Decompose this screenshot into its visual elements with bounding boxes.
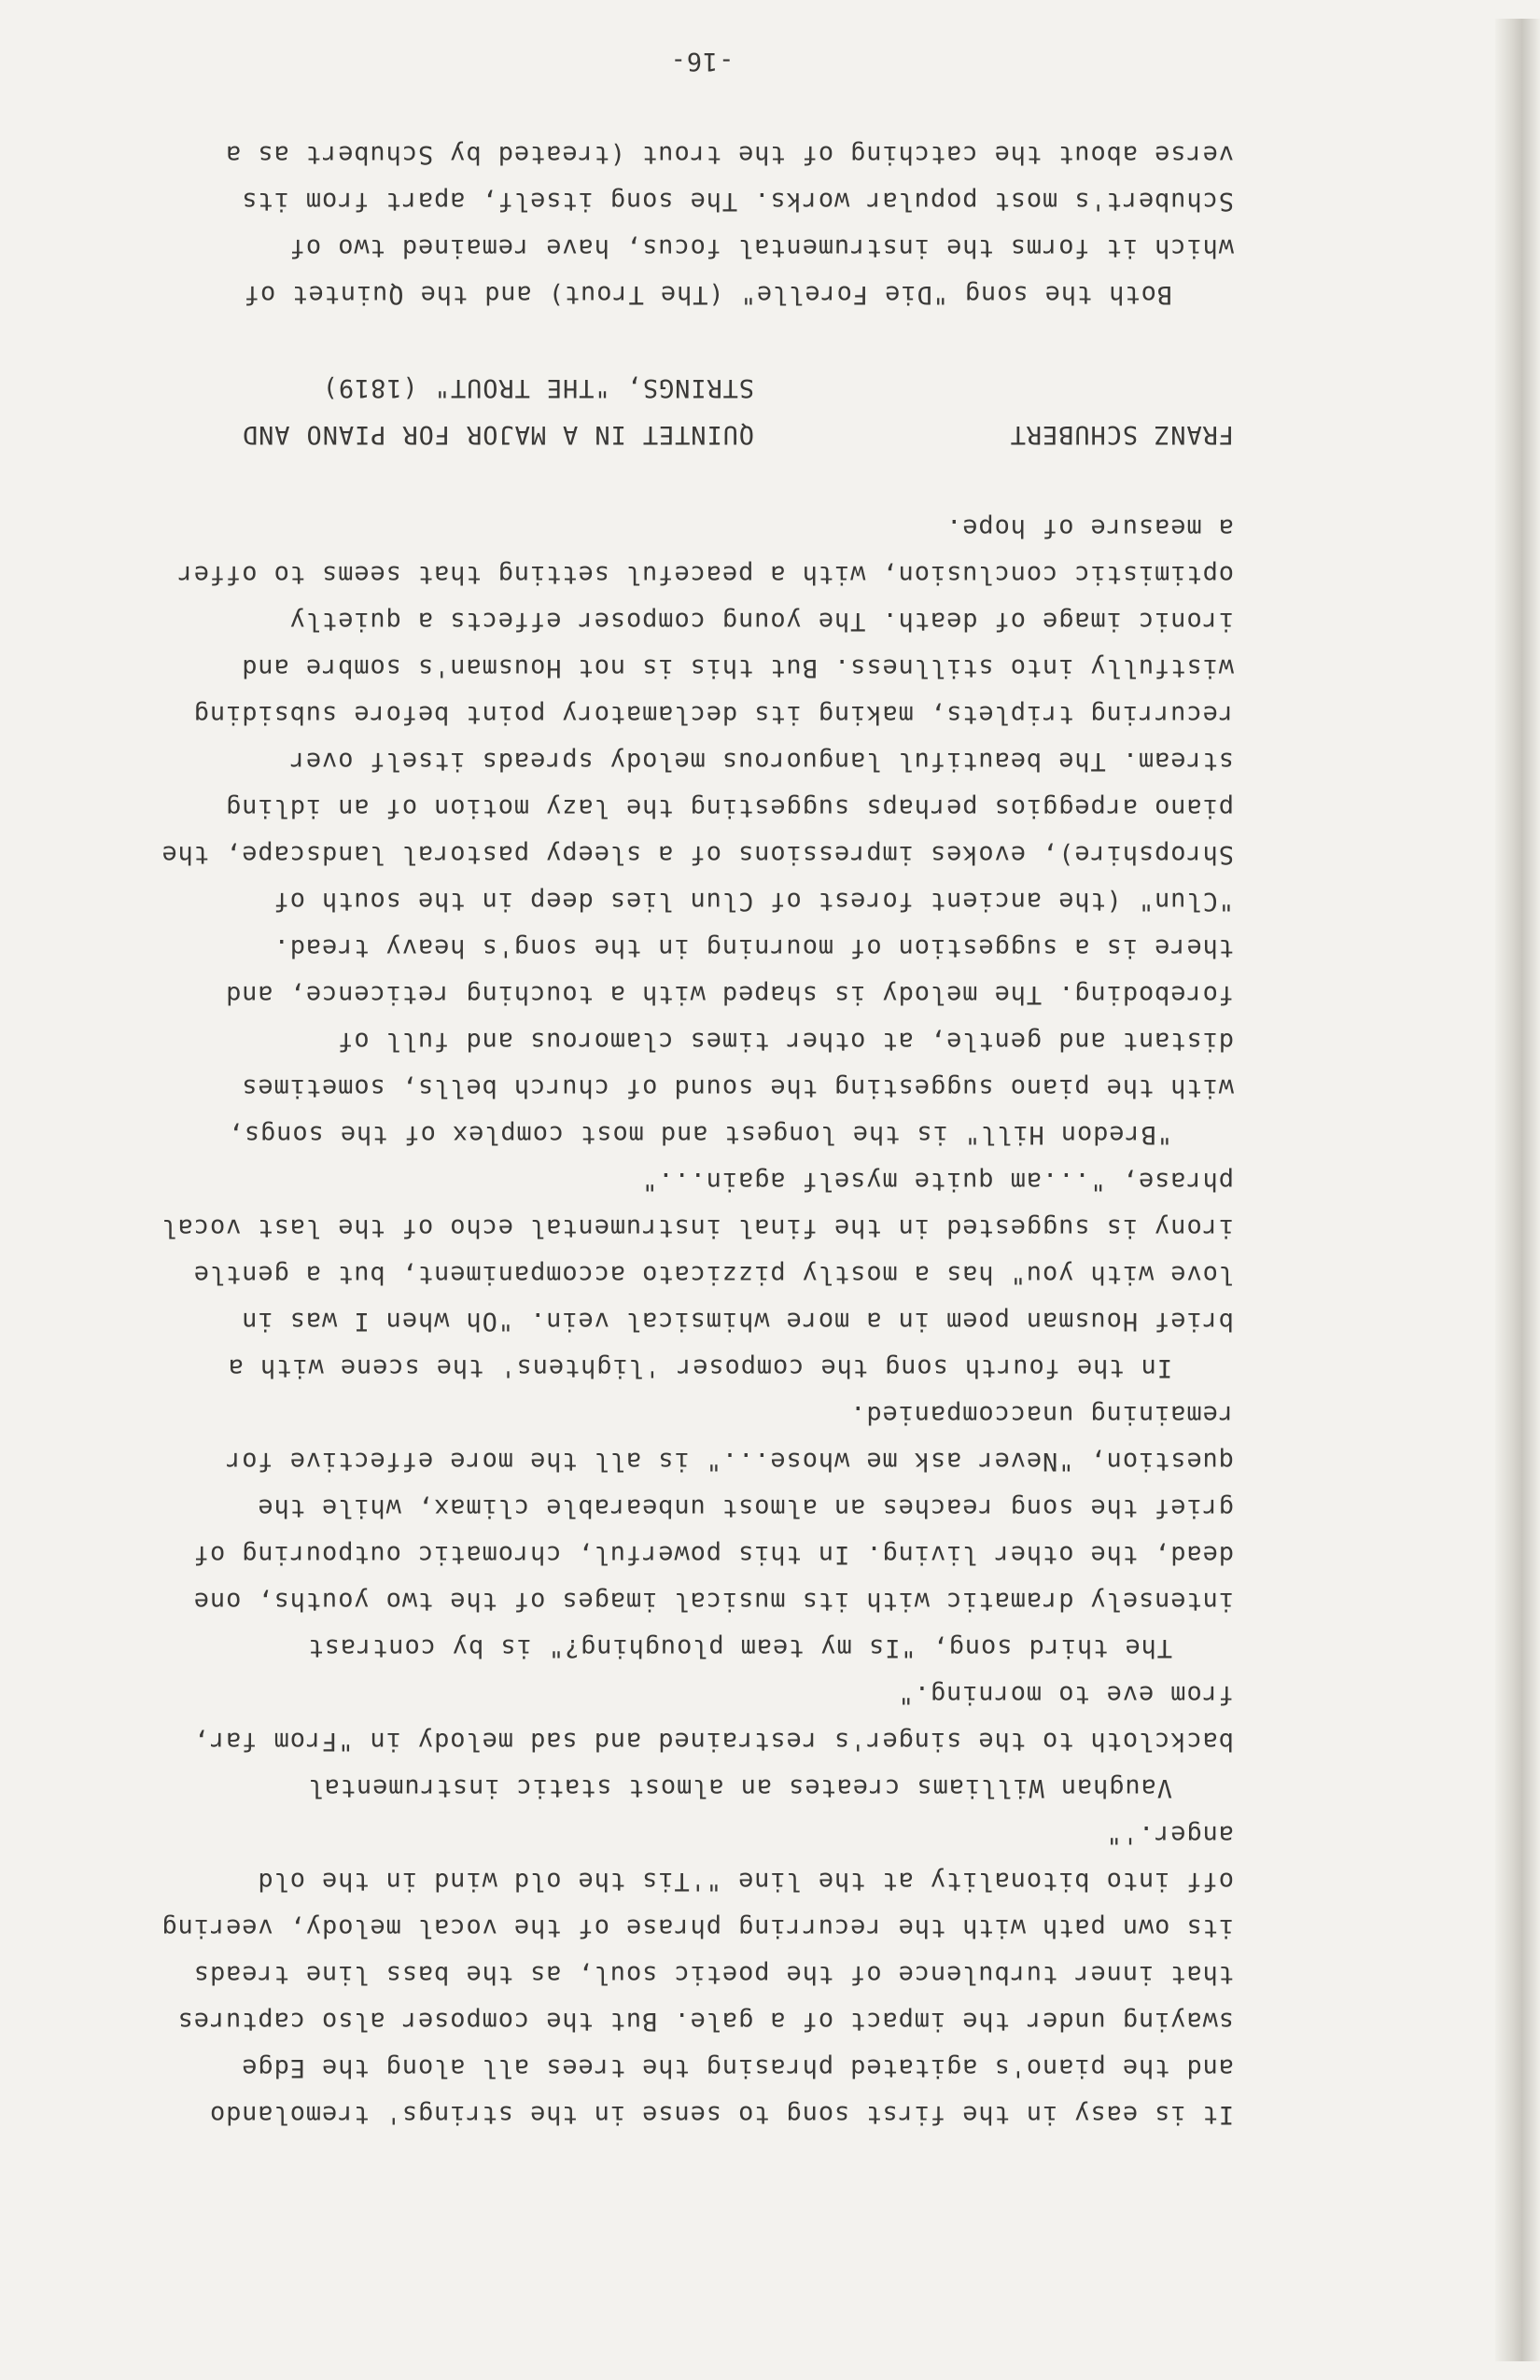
text-line: Both the song "Die Forelle" (The Trout) and the Quintet of [243, 280, 1172, 309]
text-line: It is easy in the first song to sense in the strings' tremolando [209, 2100, 1234, 2129]
text-line: Schubert's most popular works. The song itself, apart from its [241, 187, 1234, 216]
text-line: backcloth to the singer's restrained and sad melody in "From far, [192, 1727, 1234, 1756]
text-line: ironic image of death. The young composer effects a quietly [288, 607, 1234, 636]
text-line: there is a suggestion of mourning in the song's heavy tread. [273, 933, 1234, 962]
text-line: grief the song reaches an almost unbearable climax, while the [257, 1493, 1234, 1522]
text-line: "Clun" (the ancient forest of Clun lies deep in the south of [273, 887, 1234, 916]
text-line: love with you" has a mostly pizzicato accompaniment, but a gentle [192, 1260, 1234, 1289]
text-line: distant and gentle, at other times clamorous and full of [337, 1027, 1234, 1056]
text-line: verse about the catching of the trout (treated by Schubert as a [225, 140, 1234, 169]
text-line: and the piano's agitated phrasing the trees all along the Edge [241, 2053, 1234, 2082]
spacer [170, 457, 1234, 504]
text-line: irony is suggested in the final instrumental echo of the last vocal [161, 1213, 1234, 1242]
text-line: foreboding. The melody is shaped with a touching reticence, and [225, 980, 1234, 1009]
text-line: recurring triplets, making its declamatory point before subsiding [192, 700, 1234, 729]
text-line: dead, the other living. In this powerful, chromatic outpouring of [192, 1540, 1234, 1569]
text-line: In the fourth song the composer 'lightens' the scene with a [227, 1353, 1172, 1382]
text-line: brief Housman poem in a more whimsical vein. "Oh when I was in [241, 1307, 1234, 1336]
section-header [170, 411, 1234, 457]
text-line: anger.'" [1105, 1820, 1234, 1849]
text-line: wistfully into stillness. But this is not Housman's sombre and [241, 653, 1234, 682]
text-line: a measure of hope. [945, 513, 1234, 542]
text-line: that inner turbulence of the poetic soul, as the bass line treads [192, 1960, 1234, 1989]
section-header-continued [170, 364, 1234, 411]
work-title-line-2: STRINGS, "THE TROUT" (1819) [321, 373, 754, 402]
text-line: stream. The beautiful languorous melody spreads itself over [288, 747, 1234, 776]
text-line: Vaughan Williams creates an almost static instrumental [307, 1773, 1172, 1802]
spacer [170, 84, 1234, 131]
composer-name: FRANZ SCHUBERT [1009, 420, 1234, 449]
text-line: phrase, "...am quite myself again..." [641, 1167, 1234, 1196]
spacer [170, 317, 1234, 364]
text-line: which it forms the instrumental focus, have remained two of [288, 233, 1234, 262]
text-line: question, "Never ask me whose..." is all the more effective for [225, 1447, 1234, 1476]
text-line: The third song, "Is my team ploughing?" is by contrast [307, 1633, 1172, 1662]
text-line: Shropshire), evokes impressions of a sleepy pastoral landscape, the [161, 840, 1234, 869]
page-number: -16- [669, 47, 735, 76]
text-line: piano arpeggios perhaps suggesting the lazy motion of an idling [225, 793, 1234, 822]
text-line: "Bredon Hill" is the longest and most complex of the songs, [227, 1120, 1172, 1149]
page-content [161, 37, 1234, 2137]
text-line: intensely dramatic with its musical images of the two youths, one [192, 1587, 1234, 1616]
text-line: its own path with the recurring phrase of the vocal melody, veering [161, 1913, 1234, 1942]
text-line: optimistic conclusion, with a peaceful setting that seems to offer [176, 560, 1234, 589]
work-title-line-1: QUINTET IN A MAJOR FOR PIANO AND [242, 420, 754, 449]
text-line: with the piano suggesting the sound of church bells, sometimes [241, 1073, 1234, 1102]
text-line: remaining unaccompanied. [849, 1400, 1234, 1429]
text-line: from eve to morning." [897, 1680, 1234, 1709]
text-line: off into bitonality at the line "'Tis the old wind in the old [257, 1867, 1234, 1896]
text-line: swaying under the impact of a gale. But the composer also captures [176, 2007, 1234, 2036]
